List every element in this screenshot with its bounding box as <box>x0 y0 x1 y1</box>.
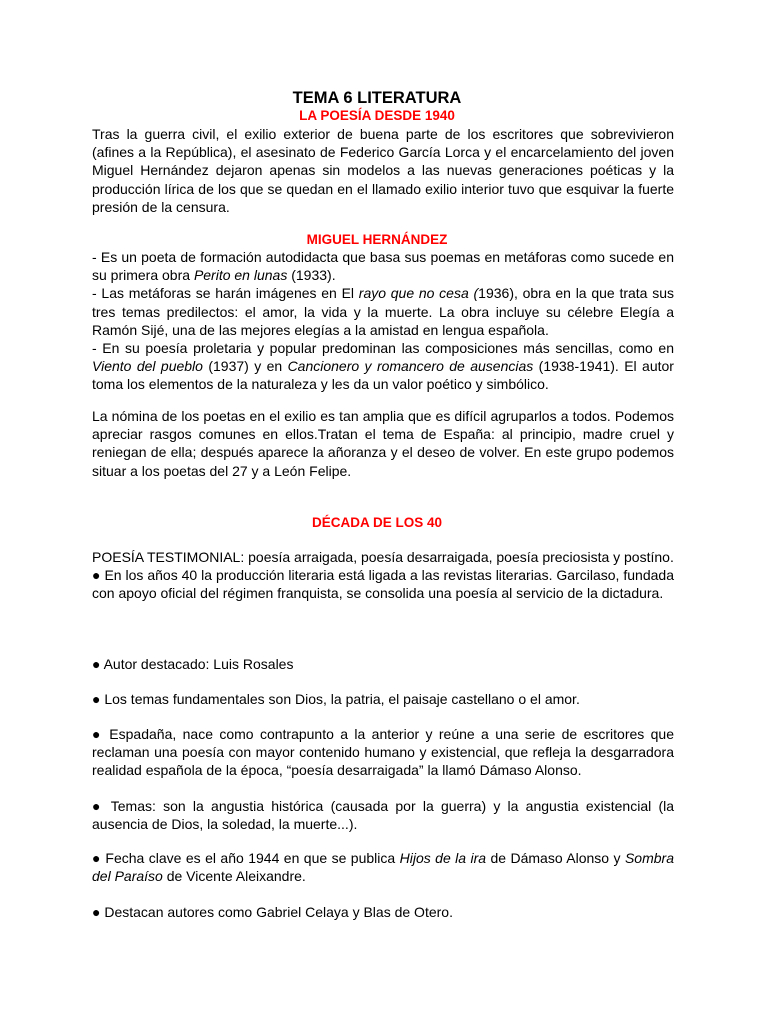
work-title-rayo-que-no-cesa: rayo que no cesa ( <box>358 285 479 302</box>
mh-item-1: - Es un poeta de formación autodidacta que basa sus poemas en metáforas como sucede en su primera obra Perito en lunas (1933). <box>92 249 674 284</box>
exile-paragraph-text: La nómina de los poetas en el exilio es tan amplia que es difícil agruparlos a todos. Podemos apreciar rasgos comunes en ellos.Tratan el tema de España: al principio, madre cruel y reniegan de ella; después aparece la añoranza y el deseo de volver. En este grupo podemos situar a los poetas del 27 y a León Felipe. <box>92 408 674 479</box>
work-title-sombra-del-paraiso: Sombra del Paraíso <box>92 850 674 885</box>
bullet-revistas: ● En los años 40 la producción literaria está ligada a las revistas literarias. Garcilaso, fundada con apoyo oficial del régimen franquista, se consolida una poesía al servicio de la dictadura. <box>92 567 674 602</box>
miguel-hernandez-block <box>92 248 674 394</box>
section-heading-miguel-hernandez: MIGUEL HERNÁNDEZ <box>306 232 448 247</box>
bullet-destacan-autores: ● Destacan autores como Gabriel Celaya y Blas de Otero. <box>92 904 453 920</box>
exile-paragraph <box>92 407 674 480</box>
mh-item-2: - Las metáforas se harán imágenes en El rayo que no cesa (1936), obra en la que trata sus tres temas predilectos: el amor, la vida y la muerte. La obra incluye su célebre Elegía a Ramón Sijé, una de las mejores elegías a la amistad en lengua española. <box>92 285 674 338</box>
bullet-espadana: ● Espadaña, nace como contrapunto a la anterior y reúne a una serie de escritores que reclaman una poesía con mayor contenido humano y existencial, que refleja la desgarradora realidad española de la época, “poesía desarraigada” la llamó Dámaso Alonso. <box>92 726 674 779</box>
intro-paragraph-text: Tras la guerra civil, el exilio exterior de buena parte de los escritores que sobrevivieron (afines a la República), el asesinato de Federico García Lorca y el encarcelamiento del joven Miguel Hernández dejaron apenas sin modelos a las nuevas generaciones poéticas y la producción lírica de los que se quedan en el llamado exilio interior tuvo que esquivar la fuerte presión de la censura. <box>92 126 674 215</box>
intro-paragraph <box>92 125 674 216</box>
section-heading-poesia-1940: LA POESÍA DESDE 1940 <box>299 108 455 123</box>
bullet-temas-angustia: ● Temas: son la angustia histórica (causada por la guerra) y la angustia existencial (la ausencia de Dios, la soledad, la muerte...). <box>92 798 674 833</box>
work-title-viento-del-pueblo: Viento del pueblo <box>92 358 203 375</box>
document-title: TEMA 6 LITERATURA <box>292 89 462 107</box>
bullet-temas-fundamentales: ● Los temas fundamentales son Dios, la patria, el paisaje castellano o el amor. <box>92 691 580 707</box>
bullet-autor-destacado: ● Autor destacado: Luis Rosales <box>92 656 294 672</box>
poesia-testimonial-paragraph <box>92 548 674 603</box>
section-heading-decada-40: DÉCADA DE LOS 40 <box>311 515 443 530</box>
bullet-fecha-clave: ● Fecha clave es el año 1944 en que se publica Hijos de la ira de Dámaso Alonso y Sombra del Paraíso de Vicente Aleixandre. <box>92 850 674 885</box>
mh-item-3: - En su poesía proletaria y popular predominan las composiciones más sencillas, como en Viento del pueblo (1937) y en Cancionero y romancero de ausencias (1938-1941). El autor toma los elementos de la naturaleza y les da un valor poético y simbólico. <box>92 340 674 393</box>
work-title-hijos-de-la-ira: Hijos de la ira <box>399 850 487 866</box>
work-title-cancionero: Cancionero y romancero de ausencias <box>287 358 534 375</box>
poesia-testimonial-text: POESÍA TESTIMONIAL: poesía arraigada, poesía desarraigada, poesía preciosista y postíno. <box>92 549 674 565</box>
work-title-perito-en-lunas: Perito en lunas <box>193 267 288 284</box>
